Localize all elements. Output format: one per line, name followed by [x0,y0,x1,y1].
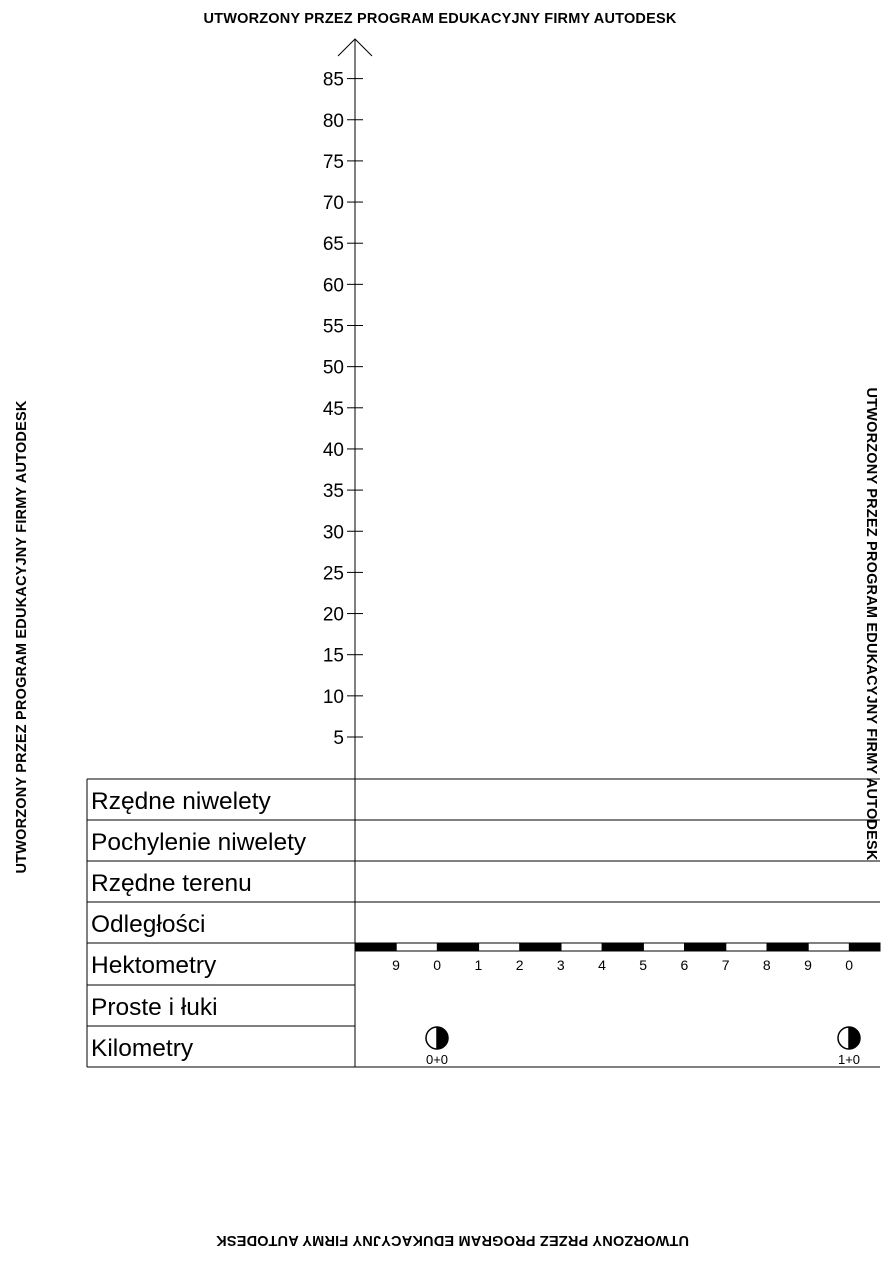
hectometer-segment [396,943,437,951]
axis-tick-label: 10 [322,686,344,708]
hectometer-label: 3 [556,957,565,973]
axis-tick-label: 15 [322,645,344,667]
hectometer-label: 9 [392,957,400,973]
hectometer-segment [643,943,684,951]
kilometer-label: 0+0 [425,1052,449,1067]
watermark-left: UTWORZONY PRZEZ PROGRAM EDUKACYJNY FIRMY AUTODESK [14,400,30,874]
kilometer-marker-fill [849,1027,860,1049]
band-row-label: Proste i łuki [91,994,218,1021]
band-row-label: Rzędne niwelety [91,788,271,815]
hectometer-segment [767,943,808,951]
axis-tick-label: 50 [322,357,344,379]
axis-tick-label: 75 [322,151,344,173]
hectometer-segment [685,943,726,951]
axis-tick-label: 5 [333,728,344,749]
kilometer-label: 1+0 [837,1052,861,1067]
band-labels [91,788,307,1062]
band-row-label: Kilometry [91,1035,194,1062]
profile-band-table [87,779,880,1067]
watermark-bottom: UTWORZONY PRZEZ PROGRAM EDUKACYJNY FIRMY AUTODESK [215,1232,690,1248]
axis-tick-label: 30 [322,522,344,544]
elevation-axis-ticks [323,70,363,749]
axis-tick-label: 35 [322,481,344,503]
hectometer-segment [437,943,478,951]
axis-tick-label: 85 [322,69,344,91]
band-row-label: Rzędne terenu [91,870,252,897]
hectometer-segment [355,943,396,951]
hectometer-label: 7 [721,957,730,973]
band-row-label: Hektometry [91,952,217,979]
axis-tick-label: 65 [322,234,344,256]
axis-tick-label: 45 [322,398,344,420]
hectometer-label: 1 [474,957,483,973]
watermark-top: UTWORZONY PRZEZ PROGRAM EDUKACYJNY FIRMY AUTODESK [203,11,677,27]
hectometer-scale-bar [355,943,880,951]
hectometer-label: 8 [762,957,771,973]
axis-tick-label: 60 [322,275,344,297]
hectometer-label: 9 [804,957,812,973]
hectometer-segment [561,943,602,951]
hectometer-label: 5 [639,957,648,973]
hectometer-segment [479,943,520,951]
hectometer-segment [808,943,849,951]
band-row-label: Odległości [91,911,206,938]
axis-tick-label: 55 [322,316,344,338]
watermark-right: UTWORZONY PRZEZ PROGRAM EDUKACYJNY FIRMY AUTODESK [863,387,879,861]
hectometer-label: 4 [598,957,606,973]
kilometer-marker-fill [437,1027,448,1049]
axis-tick-label: 25 [322,563,344,585]
axis-tick-label: 20 [322,604,344,626]
hectometer-segment [726,943,767,951]
axis-tick-label: 40 [322,439,344,461]
hectometer-segment [849,943,880,951]
hectometer-label: 0 [845,957,854,973]
hectometer-label: 2 [515,957,524,973]
hectometer-label: 6 [680,957,689,973]
hectometer-labels [392,957,853,973]
axis-tick-label: 80 [322,110,344,132]
axis-tick-label: 70 [322,193,344,215]
kilometer-markers [426,1027,860,1067]
hectometer-segment [602,943,643,951]
band-row-label: Pochylenie niwelety [91,829,307,856]
hectometer-label: 0 [433,957,442,973]
hectometer-segment [520,943,561,951]
